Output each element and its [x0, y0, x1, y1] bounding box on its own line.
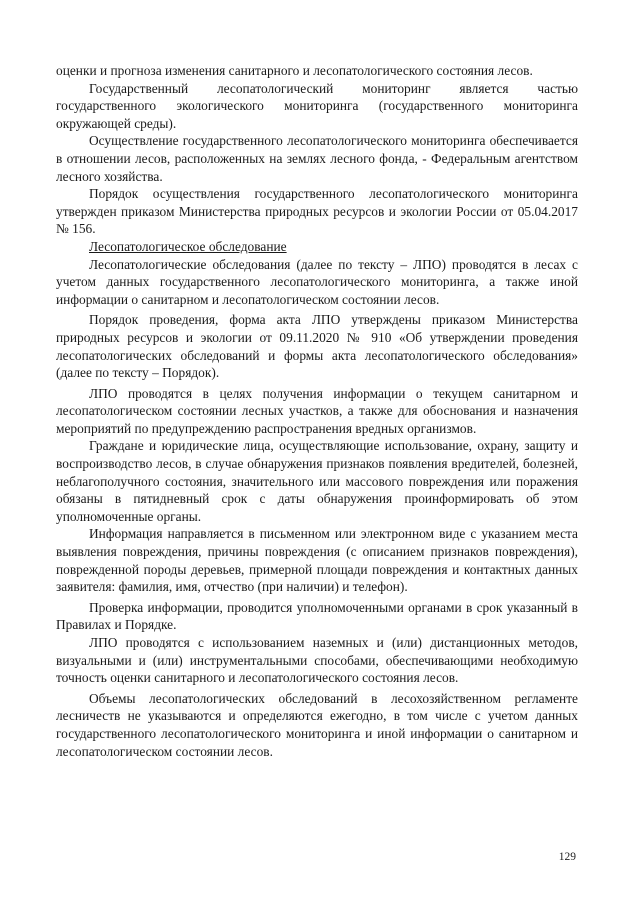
paragraph-monitoring-definition: Государственный лесопатологический мониторинг является частью государственного экологического мониторинга (государственного мониторинга окружающей среды).: [56, 80, 578, 131]
page-body: [56, 62, 578, 760]
section-heading-inspection: Лесопатологическое обследование: [89, 238, 287, 254]
paragraph-reporting-obligation: Граждане и юридические лица, осуществляющие использование, охрану, защиту и воспроизводство лесов, в случае обнаружения признаков появления вредителей, болезней, неблагополучного состояния, значительного или массового повреждения или поражения обязаны в пятидневный срок с даты обнаружения проинформировать об этом уполномоченные органы.: [56, 438, 578, 524]
paragraph-inspection-volumes: Объемы лесопатологических обследований в лесохозяйственном регламенте лесничеств не указываются и определяются ежегодно, в том числе с учетом данных государственного лесопатологического мониторинга и иной информации о санитарном и лесопатологическом состоянии лесов.: [56, 690, 578, 759]
paragraph-lpo-methods: ЛПО проводятся с использованием наземных и (или) дистанционных методов, визуальными и (или) инструментальными способами, обеспечивающими необходимую точность оценки санитарного и лесопатологического состояния лесов.: [56, 635, 578, 686]
paragraph-information-check: Проверка информации, проводится уполномоченными органами в срок указанный в Правилах и Порядке.: [56, 599, 578, 633]
paragraph-monitoring-order: Порядок осуществления государственного лесопатологического мониторинга утвержден приказом Министерства природных ресурсов и экологии России от 05.04.2017 № 156.: [56, 186, 578, 237]
paragraph-lpo-definition: Лесопатологические обследования (далее по тексту – ЛПО) проводятся в лесах с учетом данных государственного лесопатологического мониторинга, а также иной информации о санитарном и лесопатологическом состоянии лесов.: [56, 256, 578, 307]
paragraph-continuation: оценки и прогноза изменения санитарного и лесопатологического состояния лесов.: [56, 63, 533, 78]
paragraph-monitoring-responsibility: Осуществление государственного лесопатологического мониторинга обеспечивается в отношении лесов, расположенных на землях лесного фонда, - Федеральным агентством лесного хозяйства.: [56, 133, 578, 184]
paragraph-lpo-procedure: Порядок проведения, форма акта ЛПО утверждены приказом Министерства природных ресурсов и экологии от 09.11.2020 № 910 «Об утверждении проведения лесопатологических обследований и формы акта лесопатологического обследования» (далее по тексту – Порядок).: [56, 312, 578, 381]
paragraph-information-format: Информация направляется в письменном или электронном виде с указанием места выявления повреждения, причины повреждения (с описанием признаков повреждения), поврежденной породы деревьев, примерной площади повреждения и контактных данных заявителя: фамилия, имя, отчество (при наличии) и телефон).: [56, 526, 578, 595]
page-number: 129: [558, 851, 576, 863]
paragraph-lpo-purpose: ЛПО проводятся в целях получения информации о текущем санитарном и лесопатологическом состоянии лесных участков, а также для обоснования и назначения мероприятий по предупреждению распространения вредных организмов.: [56, 385, 578, 436]
